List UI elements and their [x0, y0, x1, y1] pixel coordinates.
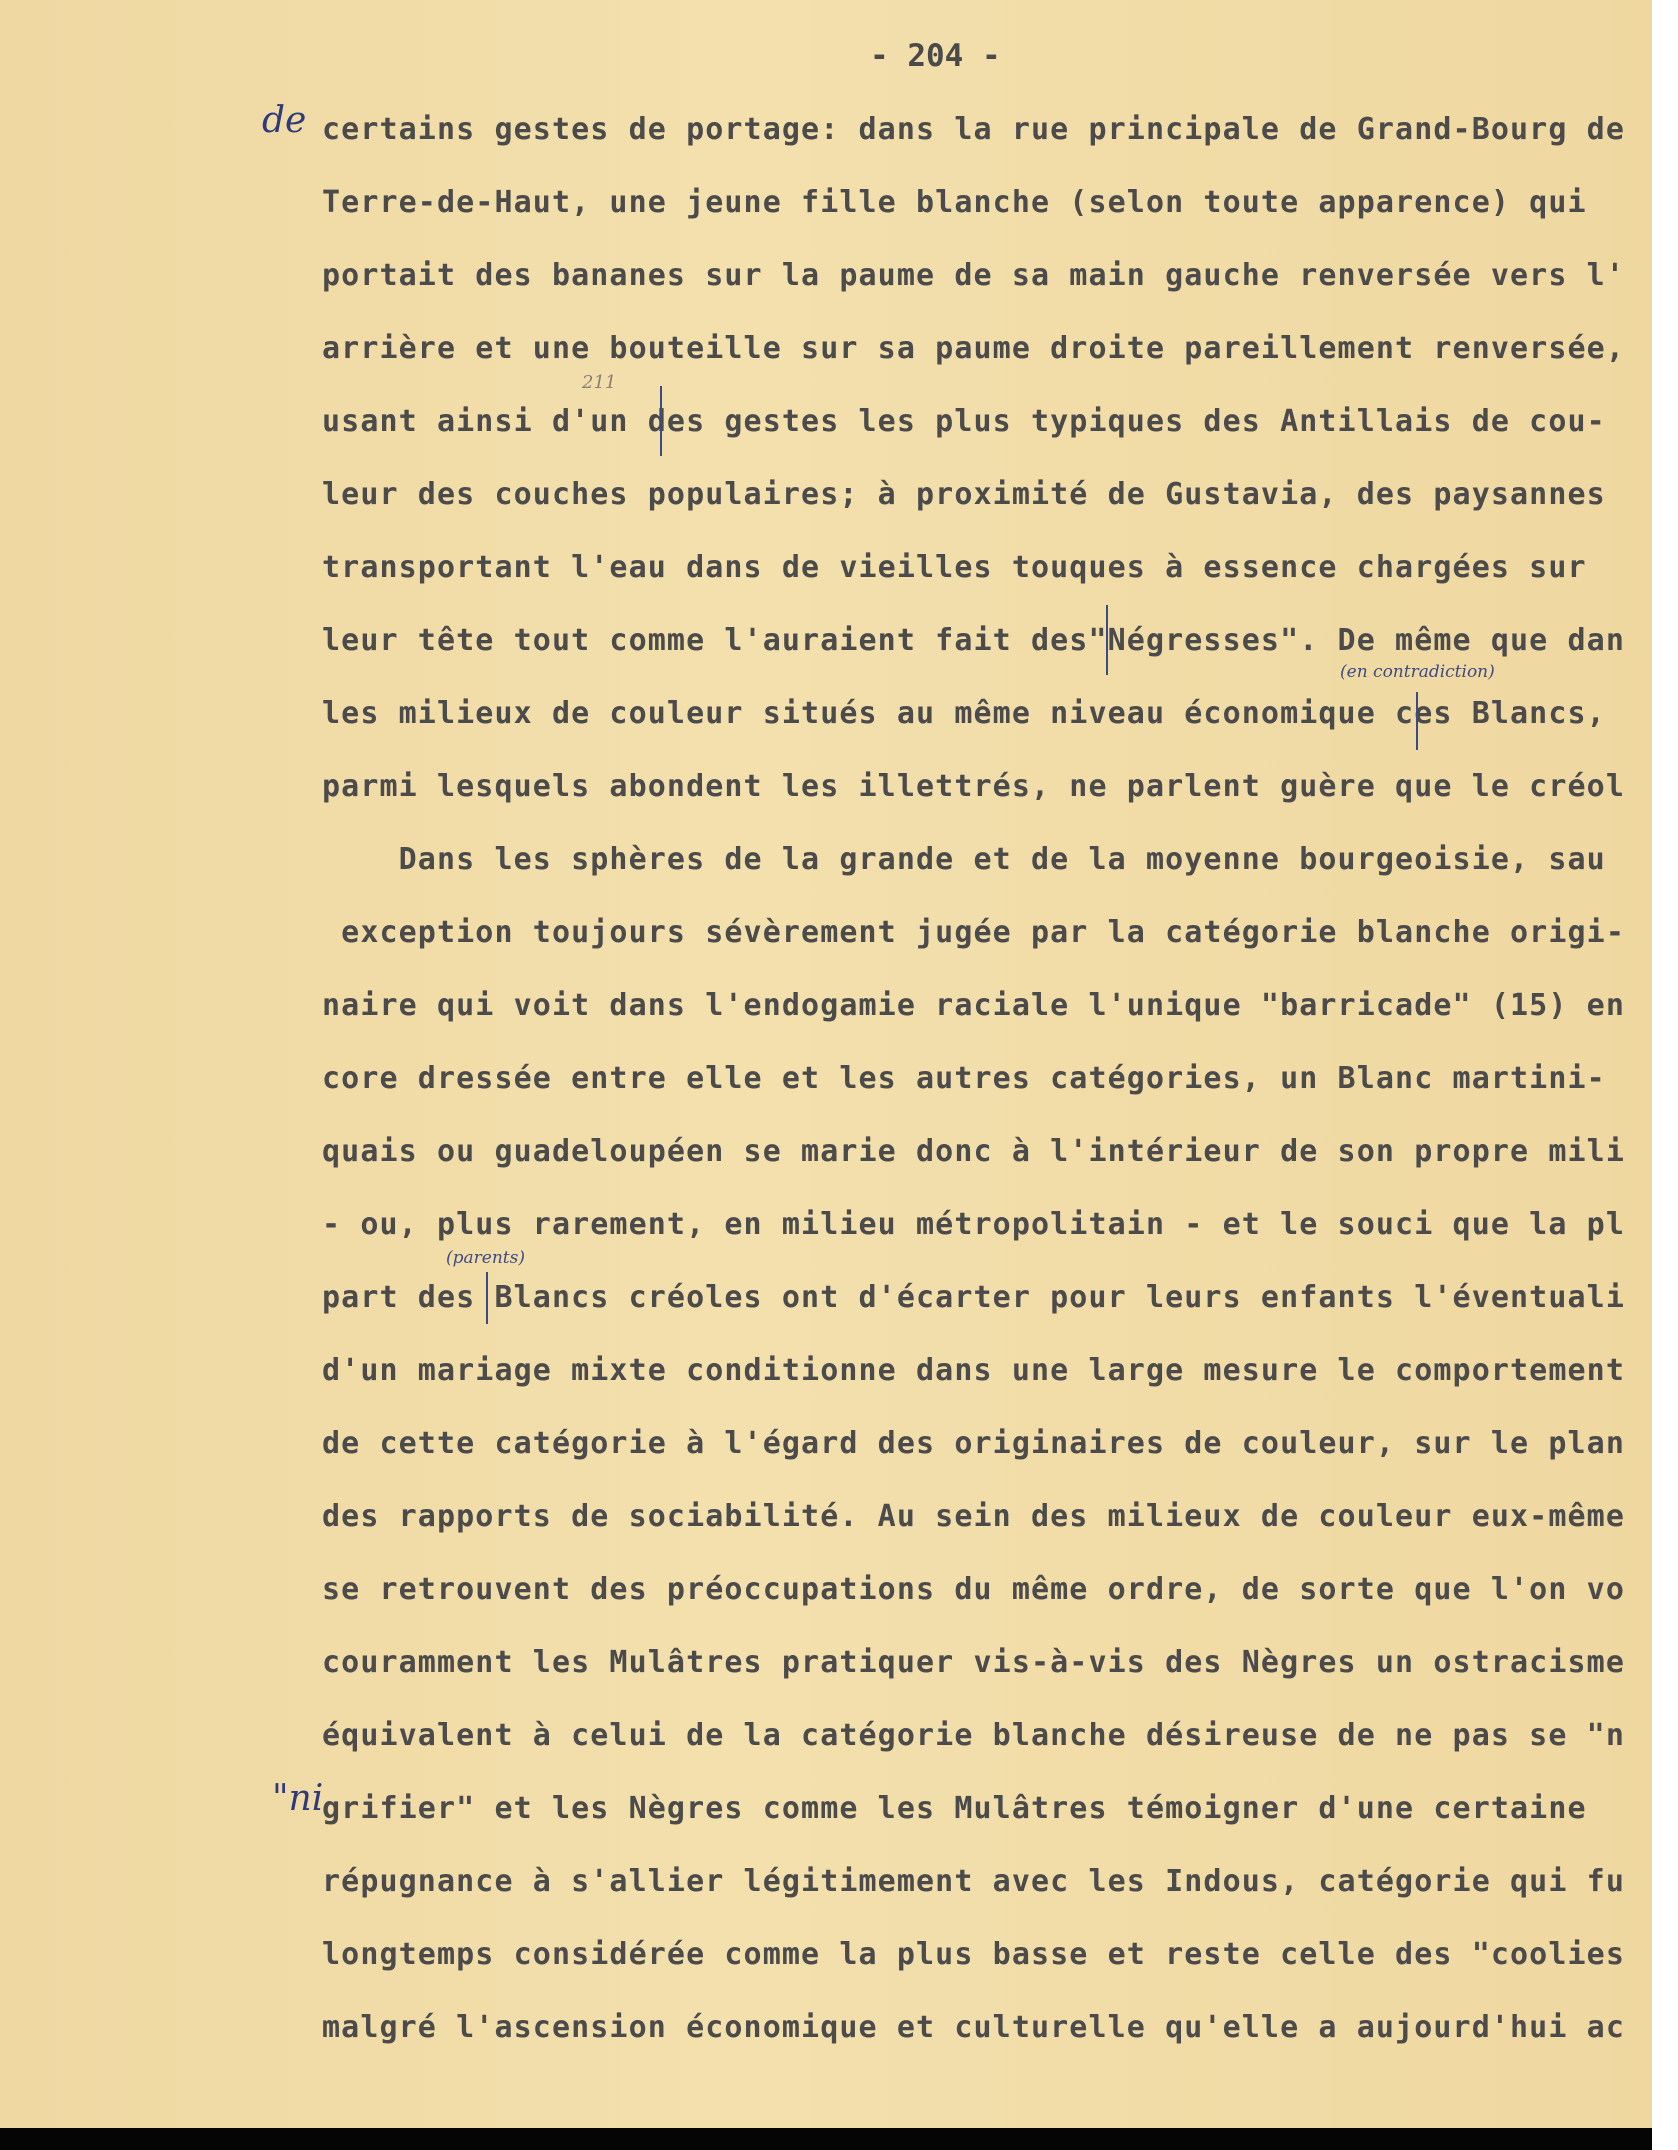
text-line: transportant l'eau dans de vieilles touques à essence chargées sur	[322, 550, 1587, 585]
annotation-parents: (parents)	[446, 1248, 525, 1268]
text-line: couramment les Mulâtres pratiquer vis-à-vis des Nègres un ostracisme	[322, 1645, 1625, 1680]
text-line: se retrouvent des préoccupations du même ordre, de sorte que l'on vo	[322, 1572, 1625, 1607]
text-line: les milieux de couleur situés au même niveau économique ces Blancs,	[322, 696, 1606, 731]
text-line: longtemps considérée comme la plus basse et reste celle des "coolies	[322, 1937, 1625, 1972]
text-line: portait des bananes sur la paume de sa main gauche renversée vers l'	[322, 258, 1625, 293]
insertion-mark	[1106, 605, 1108, 675]
text-line: certains gestes de portage: dans la rue principale de Grand-Bourg de	[322, 112, 1625, 147]
annotation-en-contradiction: (en contradiction)	[1340, 662, 1495, 682]
text-line: équivalent à celui de la catégorie blanche désireuse de ne pas se "n	[322, 1718, 1625, 1753]
text-line: leur tête tout comme l'auraient fait des"Négresses". De même que dan	[322, 623, 1625, 658]
text-line: - ou, plus rarement, en milieu métropolitain - et le souci que la pl	[322, 1207, 1625, 1242]
scan-right-edge	[1652, 0, 1678, 2150]
insertion-mark	[660, 386, 662, 456]
text-line: naire qui voit dans l'endogamie raciale l'unique "barricade" (15) en	[322, 988, 1625, 1023]
margin-annotation-de: de	[262, 100, 307, 141]
text-line: exception toujours sévèrement jugée par la catégorie blanche origi-	[322, 915, 1625, 950]
text-line: quais ou guadeloupéen se marie donc à l'intérieur de son propre mili	[322, 1134, 1625, 1169]
text-line: parmi lesquels abondent les illettrés, ne parlent guère que le créol	[322, 769, 1625, 804]
text-line: grifier" et les Nègres comme les Mulâtres témoigner d'une certaine	[322, 1791, 1587, 1826]
text-line: usant ainsi d'un des gestes les plus typiques des Antillais de cou-	[322, 404, 1606, 439]
insertion-mark	[1416, 692, 1418, 750]
margin-annotation-ni: "ni	[272, 1778, 324, 1819]
text-line: des rapports de sociabilité. Au sein des milieux de couleur eux-même	[322, 1499, 1625, 1534]
text-line: leur des couches populaires; à proximité de Gustavia, des paysannes	[322, 477, 1606, 512]
text-line: arrière et une bouteille sur sa paume droite pareillement renversée,	[322, 331, 1625, 366]
insertion-mark	[486, 1272, 488, 1324]
page-number: - 204 -	[870, 38, 1001, 74]
scan-bottom-edge	[0, 2128, 1652, 2150]
text-line: répugnance à s'allier légitimement avec les Indous, catégorie qui fu	[322, 1864, 1625, 1899]
text-line: malgré l'ascension économique et culturelle qu'elle a aujourd'hui ac	[322, 2010, 1625, 2045]
text-line: de cette catégorie à l'égard des originaires de couleur, sur le plan	[322, 1426, 1625, 1461]
annotation-page-ref: 211	[582, 372, 617, 393]
text-line: Dans les sphères de la grande et de la moyenne bourgeoisie, sau	[322, 842, 1606, 877]
text-line: core dressée entre elle et les autres catégories, un Blanc martini-	[322, 1061, 1606, 1096]
text-line: Terre-de-Haut, une jeune fille blanche (selon toute apparence) qui	[322, 185, 1587, 220]
text-line: part des Blancs créoles ont d'écarter pour leurs enfants l'éventuali	[322, 1280, 1625, 1315]
text-line: d'un mariage mixte conditionne dans une large mesure le comportement	[322, 1353, 1625, 1388]
